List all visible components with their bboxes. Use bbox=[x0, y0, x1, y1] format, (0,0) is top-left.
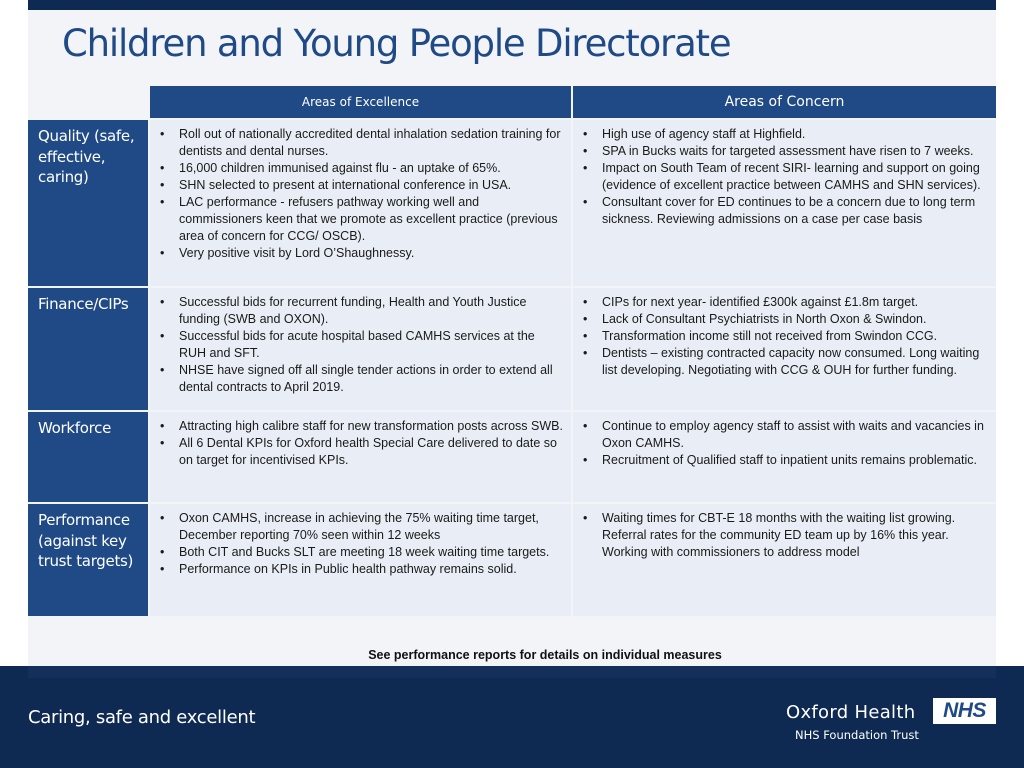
excellence-cell bbox=[150, 120, 571, 286]
list-item: • Both CIT and Bucks SLT are meeting 18 week waiting time targets. bbox=[158, 544, 563, 561]
concern-cell bbox=[573, 120, 996, 286]
list-item: • Dentists – existing contracted capacity now consumed. Long waiting list developing. Negotiating with CCG & OUH for further funding. bbox=[581, 345, 988, 379]
footnote: See performance reports for details on individual measures bbox=[368, 648, 722, 662]
excellence-cell bbox=[150, 412, 571, 502]
row-label: Performance (against key trust targets) bbox=[28, 504, 148, 616]
concern-cell bbox=[573, 504, 996, 616]
list-item: • SPA in Bucks waits for targeted assessment have risen to 7 weeks. bbox=[581, 143, 988, 160]
list-item: • Successful bids for recurrent funding, Health and Youth Justice funding (SWB and OXON). bbox=[158, 294, 563, 328]
footer-tagline: Caring, safe and excellent bbox=[28, 707, 256, 728]
list-item: • Lack of Consultant Psychiatrists in North Oxon & Swindon. bbox=[581, 311, 988, 328]
row-label: Quality (safe, effective, caring) bbox=[28, 120, 148, 286]
list-item: • Attracting high calibre staff for new transformation posts across SWB. bbox=[158, 418, 563, 435]
concern-cell bbox=[573, 412, 996, 502]
excellence-cell bbox=[150, 288, 571, 410]
header-areas-of-excellence: Areas of Excellence bbox=[150, 86, 571, 118]
row-performance bbox=[28, 504, 996, 616]
list-item: • SHN selected to present at international conference in USA. bbox=[158, 177, 563, 194]
list-item: • Consultant cover for ED continues to be a concern due to long term sickness. Reviewing admissions on a case per case basis bbox=[581, 194, 988, 228]
top-accent-bar bbox=[28, 0, 996, 10]
nhs-logo-text: NHS bbox=[943, 699, 986, 722]
row-quality bbox=[28, 120, 996, 286]
brand-subtitle: NHS Foundation Trust bbox=[795, 728, 919, 742]
row-workforce bbox=[28, 412, 996, 502]
list-item: • Roll out of nationally accredited dental inhalation sedation training for dentists and dental nurses. bbox=[158, 126, 563, 160]
list-item: • Transformation income still not received from Swindon CCG. bbox=[581, 328, 988, 345]
excellence-cell bbox=[150, 504, 571, 616]
list-item: • Performance on KPIs in Public health pathway remains solid. bbox=[158, 561, 563, 578]
row-label: Workforce bbox=[28, 412, 148, 502]
concern-cell bbox=[573, 288, 996, 410]
list-item: • NHSE have signed off all single tender actions in order to extend all dental contracts to April 2019. bbox=[158, 362, 563, 396]
footer-strip bbox=[28, 666, 996, 678]
nhs-logo bbox=[933, 698, 996, 724]
header-areas-of-concern: Areas of Concern bbox=[573, 86, 996, 118]
list-item: • Successful bids for acute hospital based CAMHS services at the RUH and SFT. bbox=[158, 328, 563, 362]
page-title: Children and Young People Directorate bbox=[62, 22, 731, 65]
list-item: • All 6 Dental KPIs for Oxford health Special Care delivered to date so on target for incentivised KPIs. bbox=[158, 435, 563, 469]
row-label: Finance/CIPs bbox=[28, 288, 148, 410]
list-item: • Impact on South Team of recent SIRI- learning and support on going (evidence of excellent practice between CAMHS and SHN services). bbox=[581, 160, 988, 194]
list-item: • Recruitment of Qualified staff to inpatient units remains problematic. bbox=[581, 452, 988, 469]
row-finance bbox=[28, 288, 996, 410]
list-item: • LAC performance - refusers pathway working well and commissioners keen that we promote as excellent practice (previous area of concern for CCG/ OSCB). bbox=[158, 194, 563, 245]
list-item: • High use of agency staff at Highfield. bbox=[581, 126, 988, 143]
list-item: • CIPs for next year- identified £300k against £1.8m target. bbox=[581, 294, 988, 311]
list-item: • Waiting times for CBT-E 18 months with the waiting list growing. Referral rates for the community ED team up by 16% this year. Working with commissioners to address model bbox=[581, 510, 988, 561]
list-item: • Very positive visit by Lord O’Shaughnessy. bbox=[158, 245, 563, 262]
list-item: • Continue to employ agency staff to assist with waits and vacancies in Oxon CAMHS. bbox=[581, 418, 988, 452]
list-item: • Oxon CAMHS, increase in achieving the 75% waiting time target, December reporting 70% seen within 12 weeks bbox=[158, 510, 563, 544]
brand-name: Oxford Health bbox=[786, 702, 916, 723]
list-item: • 16,000 children immunised against flu - an uptake of 65%. bbox=[158, 160, 563, 177]
